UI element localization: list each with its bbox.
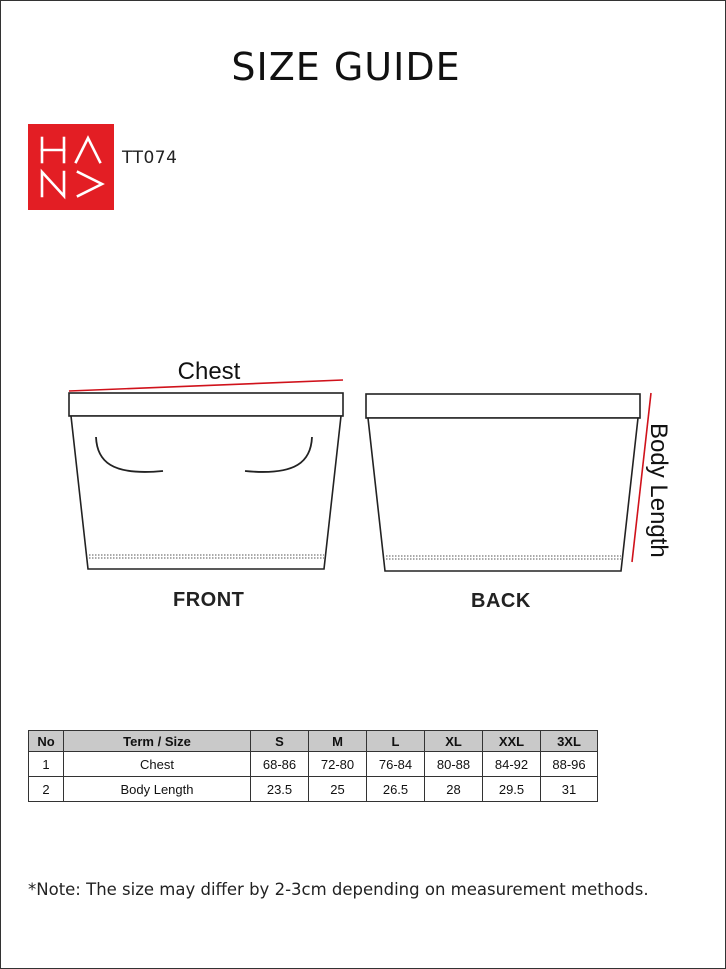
table-row	[29, 752, 598, 777]
back-waistband	[366, 394, 640, 418]
table-cell: 28	[425, 777, 483, 802]
front-view-label: FRONT	[173, 589, 245, 611]
table-cell: 68-86	[251, 752, 309, 777]
page-title: SIZE GUIDE	[231, 45, 461, 89]
back-view-label: BACK	[471, 590, 531, 612]
table-cell: 23.5	[251, 777, 309, 802]
header-size-l: L	[367, 731, 425, 752]
table-cell: 29.5	[483, 777, 541, 802]
table-cell: 88-96	[541, 752, 598, 777]
table-cell: 31	[541, 777, 598, 802]
size-table	[28, 730, 598, 802]
table-cell: 84-92	[483, 752, 541, 777]
table-cell: 76-84	[367, 752, 425, 777]
chest-label: Chest	[177, 358, 241, 385]
hana-logo	[28, 124, 114, 210]
hana-logo-mark	[28, 124, 114, 210]
table-row	[29, 777, 598, 802]
back-body	[368, 418, 638, 571]
header-no: No	[29, 731, 64, 752]
front-garment	[69, 393, 343, 569]
table-cell: 1	[29, 752, 64, 777]
header-size-s: S	[251, 731, 309, 752]
front-waistband	[69, 393, 343, 416]
table-cell: Body Length	[64, 777, 251, 802]
table-header-row	[29, 731, 598, 752]
table-cell: Chest	[64, 752, 251, 777]
header-term-size: Term / Size	[64, 731, 251, 752]
table-cell: 25	[309, 777, 367, 802]
table-cell: 72-80	[309, 752, 367, 777]
back-garment	[366, 394, 640, 571]
header-size-xxl: XXL	[483, 731, 541, 752]
header-size-m: M	[309, 731, 367, 752]
front-body	[71, 416, 341, 569]
header-size-xl: XL	[425, 731, 483, 752]
table-cell: 80-88	[425, 752, 483, 777]
body-length-label: Body Length	[645, 423, 672, 558]
table-cell: 26.5	[367, 777, 425, 802]
header-size-3xl: 3XL	[541, 731, 598, 752]
garment-diagram	[1, 341, 726, 581]
measurement-note: *Note: The size may differ by 2-3cm depending on measurement methods.	[28, 880, 649, 899]
table-cell: 2	[29, 777, 64, 802]
product-code: TT074	[122, 148, 178, 168]
